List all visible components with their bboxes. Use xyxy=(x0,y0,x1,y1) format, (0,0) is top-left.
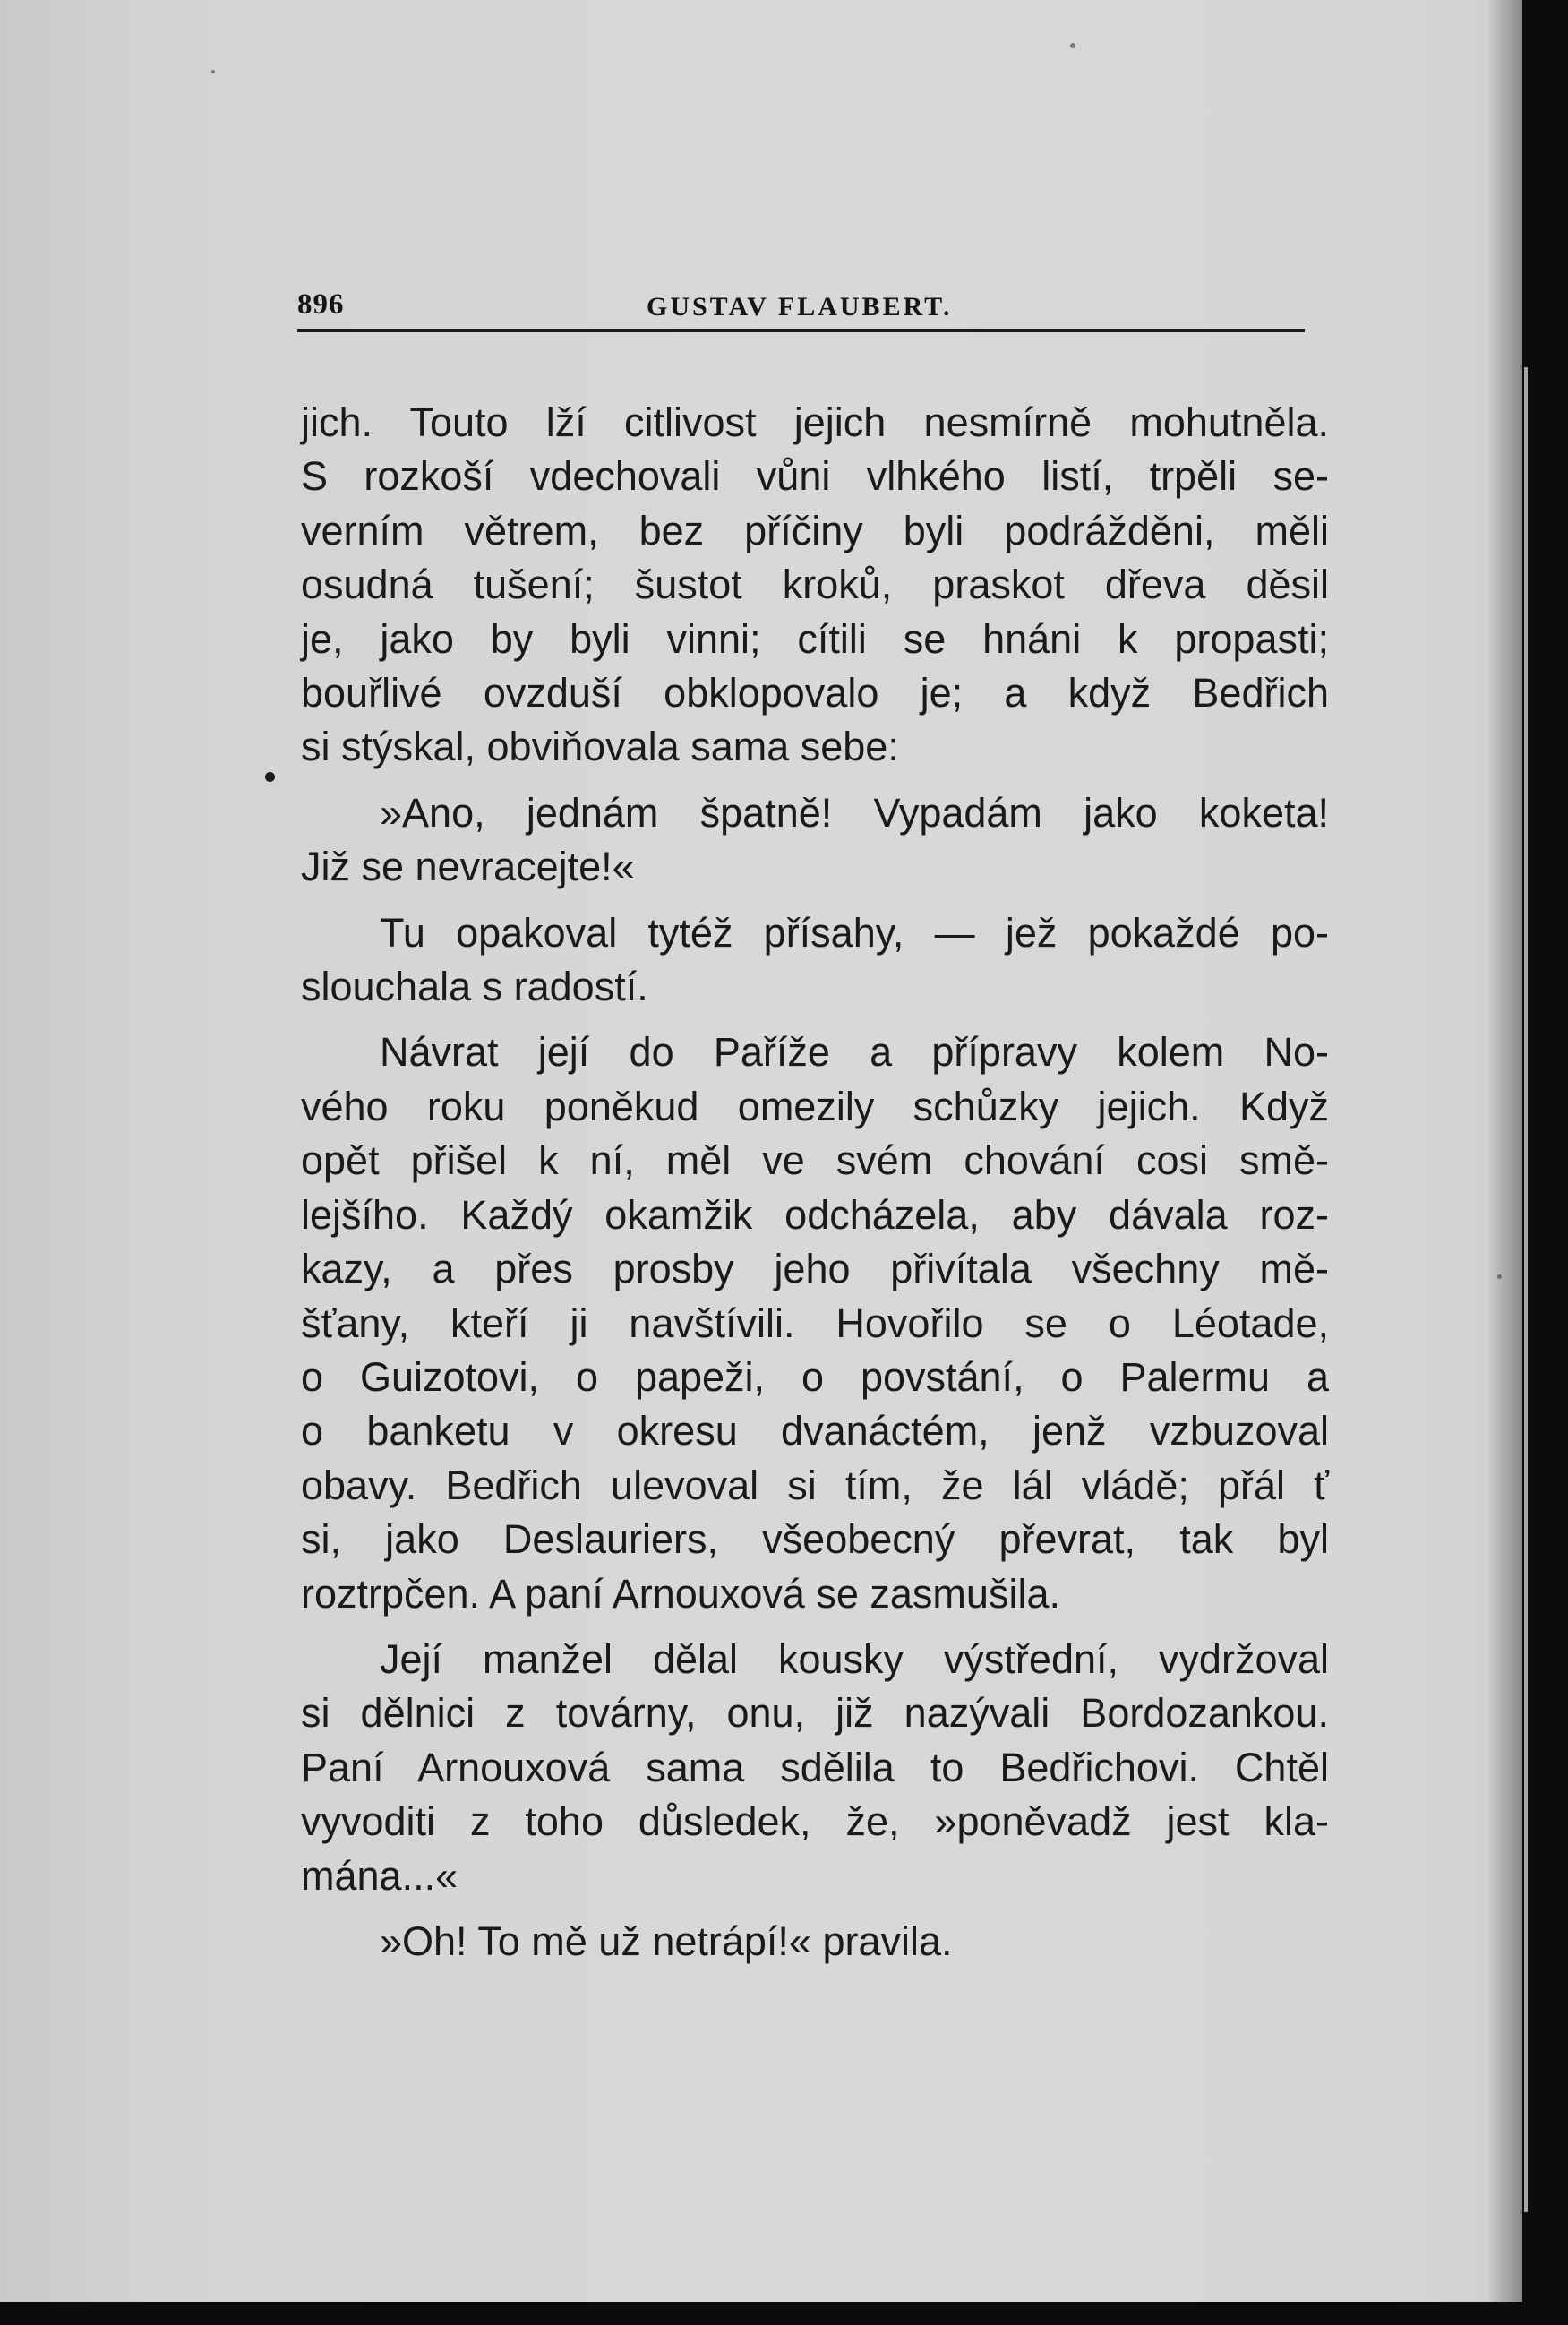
margin-mark xyxy=(265,772,275,782)
text-line: šťany, kteří ji navštívili. Hovořilo se o Léotade, xyxy=(301,1300,1329,1346)
paragraph xyxy=(301,1633,1329,1903)
text-line: verním větrem, bez příčiny byli podrážděni, měli xyxy=(301,507,1329,553)
text-line: mána...« xyxy=(301,1852,458,1899)
text-line: vyvoditi z toho důsledek, že, »poněvadž jest kla- xyxy=(301,1798,1329,1845)
text-line: »Oh! To mě už netrápí!« pravila. xyxy=(380,1917,953,1964)
text-line: jich. Touto lží citlivost jejich nesmírně mohutněla. xyxy=(301,399,1329,445)
text-line: si dělnici z továrny, onu, již nazývali Bordozankou. xyxy=(301,1690,1329,1737)
text-line: Návrat její do Paříže a přípravy kolem No- xyxy=(380,1029,1329,1076)
body-text xyxy=(301,396,1329,1980)
paper-speck xyxy=(211,70,215,73)
text-line: Tu opakoval tytéž přísahy, — jež pokaždé po- xyxy=(380,909,1329,956)
text-line: roztrpčen. A paní Arnouxová se zasmušila. xyxy=(301,1570,1060,1617)
text-line: o banketu v okresu dvanáctém, jenž vzbuzoval xyxy=(301,1408,1329,1454)
text-line: si, jako Deslauriers, všeobecný převrat, tak byl xyxy=(301,1516,1329,1563)
text-line: kazy, a přes prosby jeho přivítala všechny mě- xyxy=(301,1246,1329,1292)
text-line: Její manžel dělal kousky výstřední, vydržoval xyxy=(380,1635,1329,1682)
paragraph xyxy=(301,396,1329,775)
text-line: je, jako by byli vinni; cítili se hnáni k propasti; xyxy=(301,615,1329,662)
paragraph xyxy=(301,1915,1329,1969)
paragraph xyxy=(301,906,1329,1015)
text-line: opět přišel k ní, měl ve svém chování cosi smě- xyxy=(301,1137,1329,1184)
paper-speck xyxy=(1070,43,1075,48)
text-line: osudná tušení; šustot kroků, praskot dřeva děsil xyxy=(301,562,1329,608)
text-line: S rozkoší vdechovali vůni vlhkého listí, trpěli se- xyxy=(301,453,1329,500)
text-line: Již se nevracejte!« xyxy=(301,844,635,890)
text-line: obavy. Bedřich ulevoval si tím, že lál vládě; přál ť xyxy=(301,1462,1329,1508)
header-rule xyxy=(297,329,1305,332)
text-line: si stýskal, obviňovala sama sebe: xyxy=(301,724,899,770)
running-head: GUSTAV FLAUBERT. xyxy=(647,292,953,322)
page-number: 896 xyxy=(297,288,345,321)
text-line: lejšího. Každý okamžik odcházela, aby dávala roz- xyxy=(301,1191,1329,1238)
text-line: vého roku poněkud omezily schůzky jejich. Když xyxy=(301,1083,1329,1129)
text-line: slouchala s radostí. xyxy=(301,964,648,1010)
paragraph xyxy=(301,1025,1329,1620)
gutter-shadow xyxy=(1487,0,1522,2302)
text-line: o Guizotovi, o papeži, o povstání, o Palermu a xyxy=(301,1353,1329,1400)
text-line: Paní Arnouxová sama sdělila to Bedřichovi. Chtěl xyxy=(301,1744,1329,1790)
paragraph xyxy=(301,786,1329,895)
text-line: »Ano, jednám špatně! Vypadám jako koketa! xyxy=(380,789,1329,836)
page-edge xyxy=(1524,367,1528,2212)
text-line: bouřlivé ovzduší obklopovalo je; a když Bedřich xyxy=(301,670,1329,716)
